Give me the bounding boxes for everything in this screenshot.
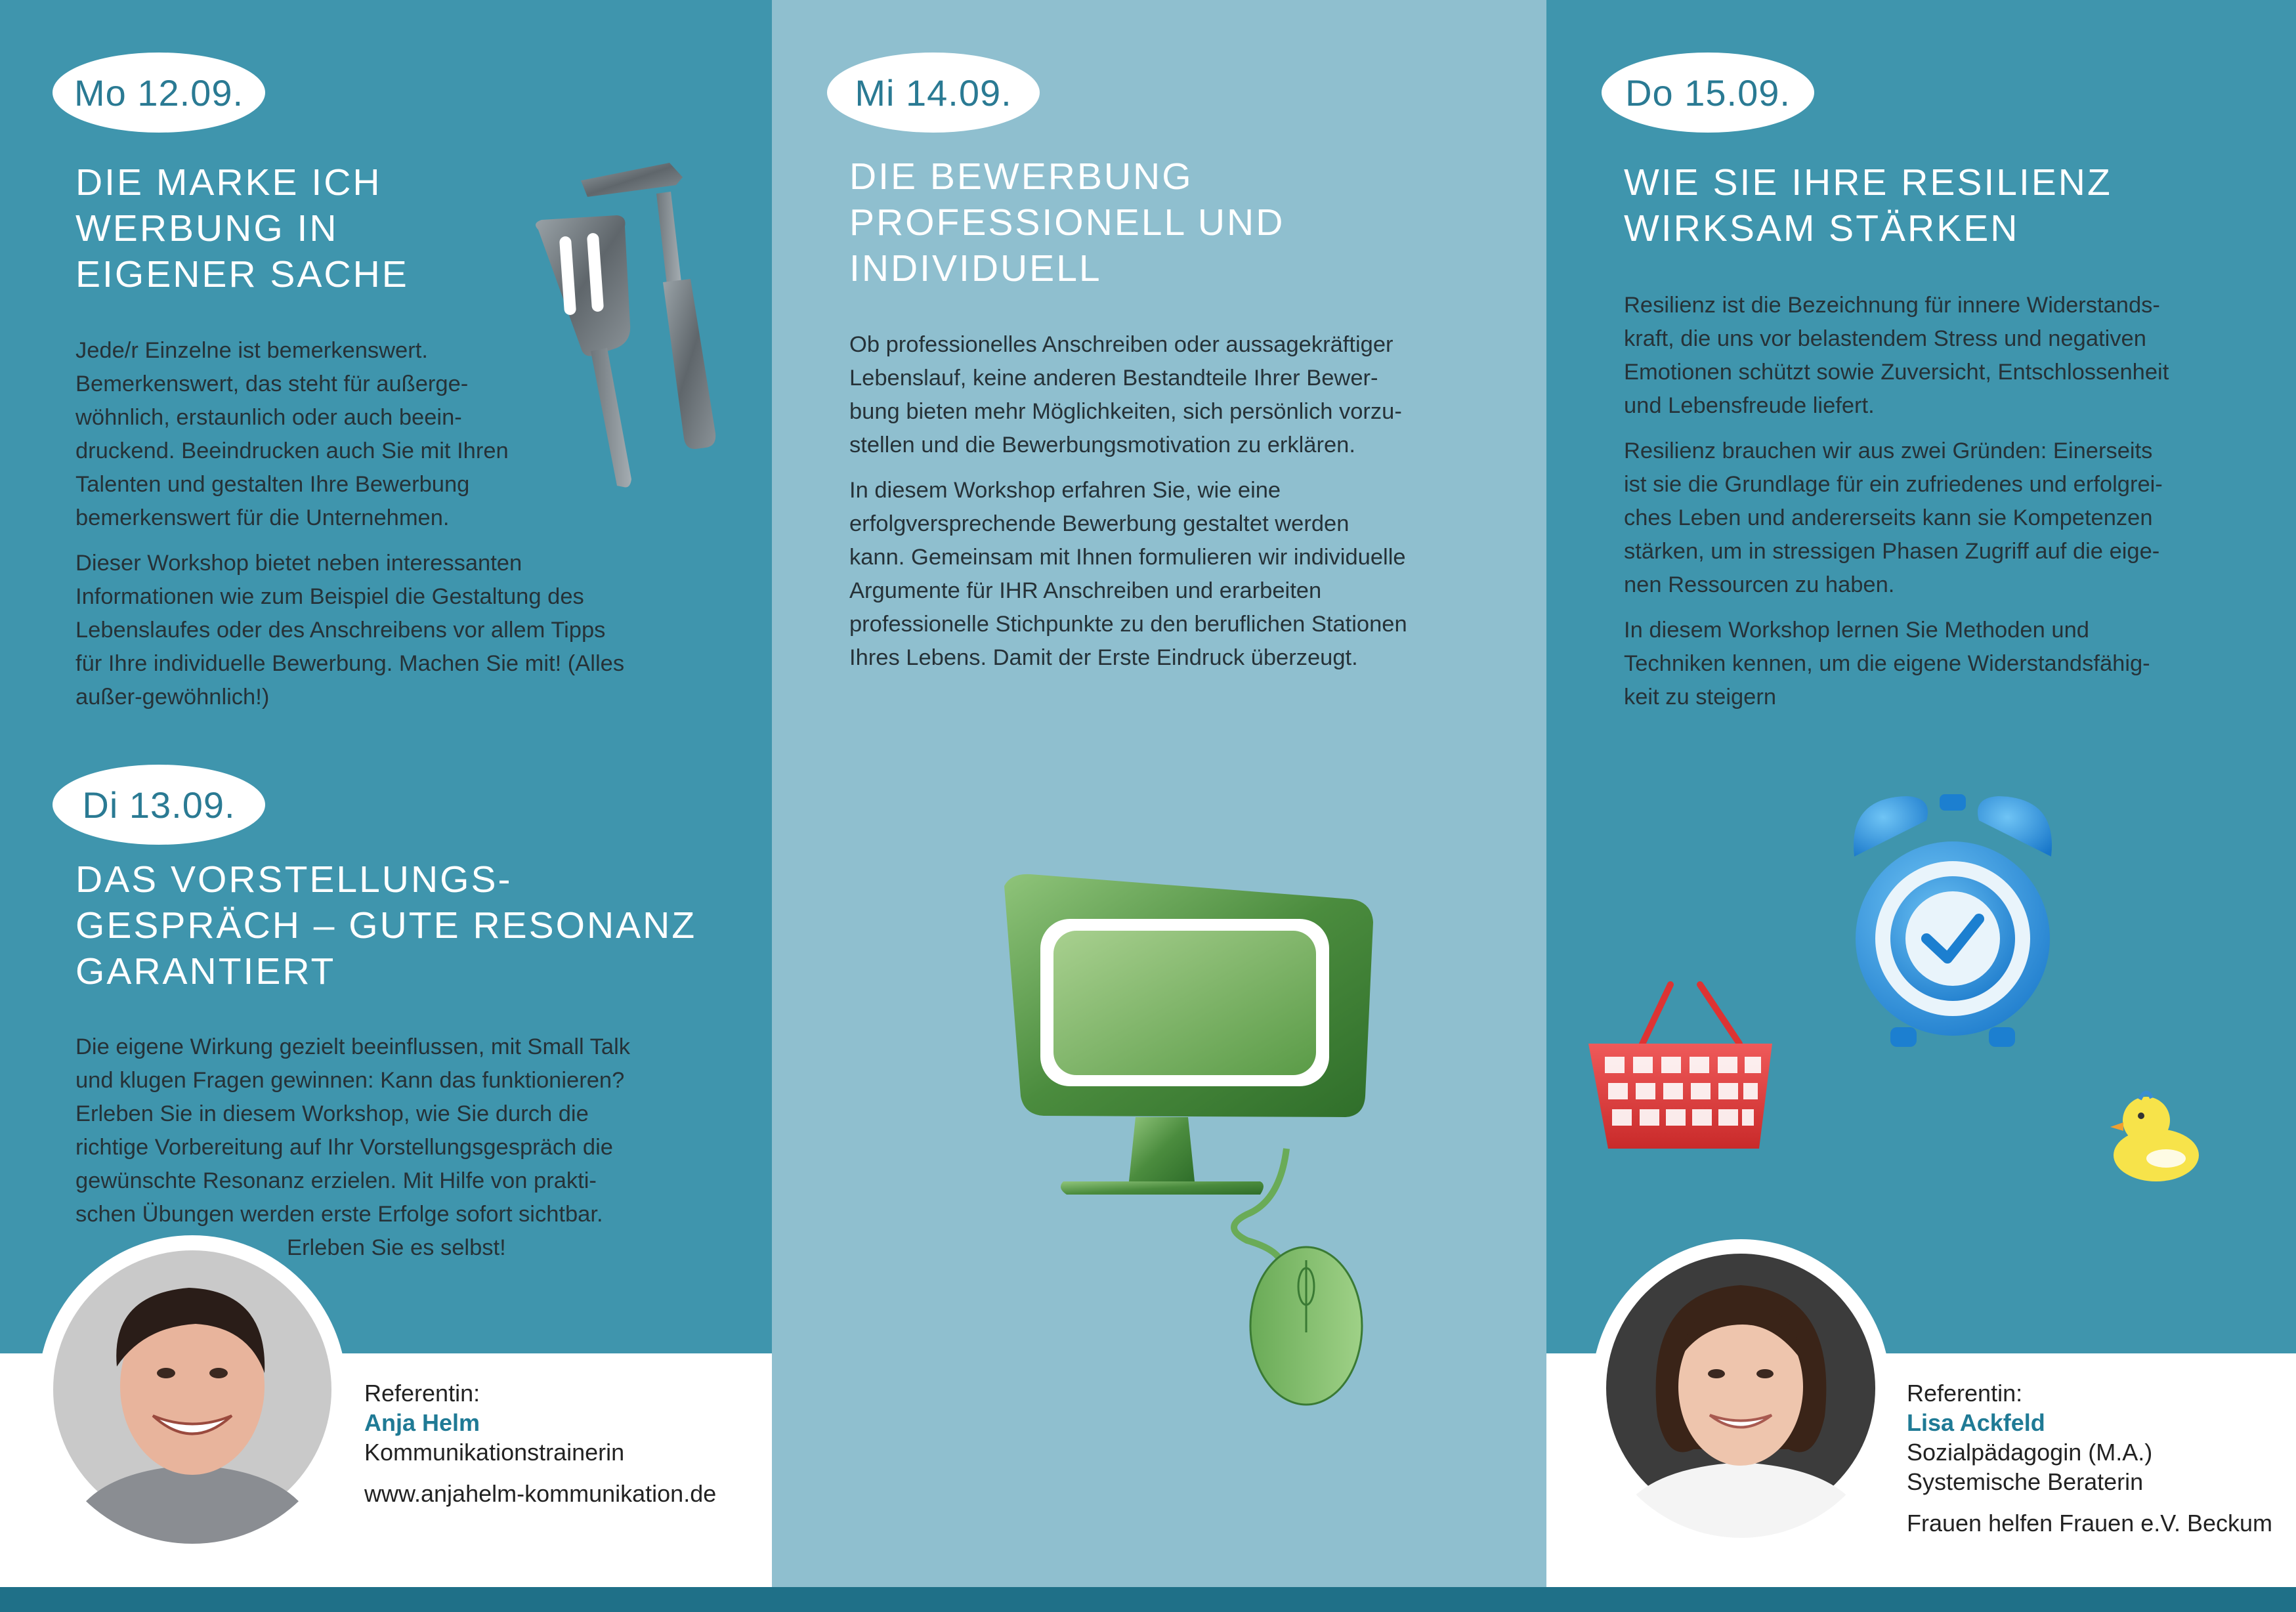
text-marke-ich	[75, 334, 692, 726]
speaker-role: Sozialpädagogin (M.A.)	[1907, 1439, 2153, 1466]
rubber-duck-icon	[2100, 1086, 2205, 1185]
heading-vorstellungsgespraech: DAS VORSTELLUNGS- GESPRÄCH – GUTE RESONANZ GARANTIERT	[75, 859, 697, 992]
bottom-bar	[0, 1587, 2296, 1612]
heading-bewerbung: DIE BEWERBUNG PROFESSIONELL UND INDIVIDUELL	[849, 156, 1285, 289]
speaker-website[interactable]: www.anjahelm-kommunikation.de	[364, 1480, 717, 1507]
speaker-name: Lisa Ackfeld	[1907, 1409, 2045, 1436]
paragraph: Dieser Workshop bietet neben interessanten Informationen wie zum Beispiel die Gestaltung des Lebenslaufes oder des Anschreibens vor allem Tipps für Ihre individuelle Bewerbung. Machen Sie mit! (Alles außer-gewöhnlich!)	[75, 551, 625, 710]
date-badge-tuesday: Di 13.09.	[53, 765, 265, 845]
heading-resilienz: WIE SIE IHRE RESILIENZ WIRKSAM STÄRKEN	[1624, 161, 2112, 249]
date-badge-wednesday: Mi 14.09.	[827, 53, 1040, 133]
paragraph: In diesem Workshop erfahren Sie, wie eine erfolgversprechende Bewerbung gestaltet werden kann. Gemeinsam mit Ihnen formulieren wir individuelle Argumente für IHR Anschreiben und erarbeiten professionelle Stichpunkte zu den beruflichen Stationen Ihres Lebens. Damit der Erste Eindruck überzeugt.	[849, 478, 1407, 670]
paragraph: In diesem Workshop lernen Sie Methoden und Techniken kennen, um die eigene Widerstandsfähig- keit zu steigern	[1624, 618, 2150, 710]
speaker-role: Systemische Beraterin	[1907, 1468, 2144, 1495]
paragraph: Die eigene Wirkung gezielt beeinflussen, mit Small Talk und klugen Fragen gewinnen: Kann das funktionieren? Erleben Sie in diesem Workshop, wie Sie durch die richtige Vorbereitung auf Ihr Vorstellungsgespräch die gewünschte Resonanz erzielen. Mit Hilfe von prakti- schen Übungen werden erste Erfolge sofort sichtbar.	[75, 1034, 631, 1227]
date-badge-thursday: Do 15.09.	[1602, 53, 1814, 133]
text-resilienz	[1624, 289, 2280, 726]
speaker-role: Kommunikationstrainerin	[364, 1439, 625, 1466]
paragraph: Jede/r Einzelne ist bemerkenswert. Bemerkenswert, das steht für außerge- wöhnlich, erstaunlich oder auch beein- druckend. Beeindrucken auch Sie mit Ihren Talenten und gestalten Ihre Bewerbung bemerkenswert für die Unternehmen.	[75, 338, 509, 530]
paragraph: Resilienz brauchen wir aus zwei Gründen: Einerseits ist sie die Grundlage für ein zufriedenes und erfolgrei- ches Leben und andererseits kann sie Kompetenzen stärken, um in stressigen Phasen Zugriff auf die eige- nen Ressourcen zu haben.	[1624, 438, 2163, 597]
speaker-label: Referentin:	[1907, 1380, 2023, 1407]
portrait-photo-anja-helm	[38, 1235, 347, 1544]
alarm-clock-icon	[1841, 784, 2064, 1060]
text-bewerbung	[849, 328, 1506, 687]
text-vorstellungsgespraech	[75, 1030, 732, 1265]
speaker-info-lisa-ackfeld	[1907, 1378, 2272, 1538]
paragraph: Resilienz ist die Bezeichnung für innere Widerstands- kraft, die uns vor belastendem Stress und negativen Emotionen schützt sowie Zuversicht, Entschlossenheit und Lebensfreude liefert.	[1624, 293, 2169, 418]
closing-line: Erleben Sie es selbst!	[287, 1235, 506, 1260]
portrait-photo-lisa-ackfeld	[1592, 1239, 1890, 1538]
shopping-basket-icon	[1582, 971, 1779, 1155]
date-badge-monday: Mo 12.09.	[53, 53, 265, 133]
heading-marke-ich: DIE MARKE ICH WERBUNG IN EIGENER SACHE	[75, 161, 409, 295]
speaker-info-anja-helm	[364, 1378, 716, 1508]
speaker-name: Anja Helm	[364, 1409, 480, 1436]
paragraph: Ob professionelles Anschreiben oder aussagekräftiger Lebenslauf, keine anderen Bestandteile Ihrer Bewer- bung bieten mehr Möglichkeiten, sich persönlich vorzu- stellen und die Bewerbungsmotivation zu erklären.	[849, 332, 1402, 457]
speaker-label: Referentin:	[364, 1380, 480, 1407]
speaker-organization: Frauen helfen Frauen e.V. Beckum	[1907, 1510, 2272, 1537]
monitor-icon	[971, 873, 1392, 1411]
